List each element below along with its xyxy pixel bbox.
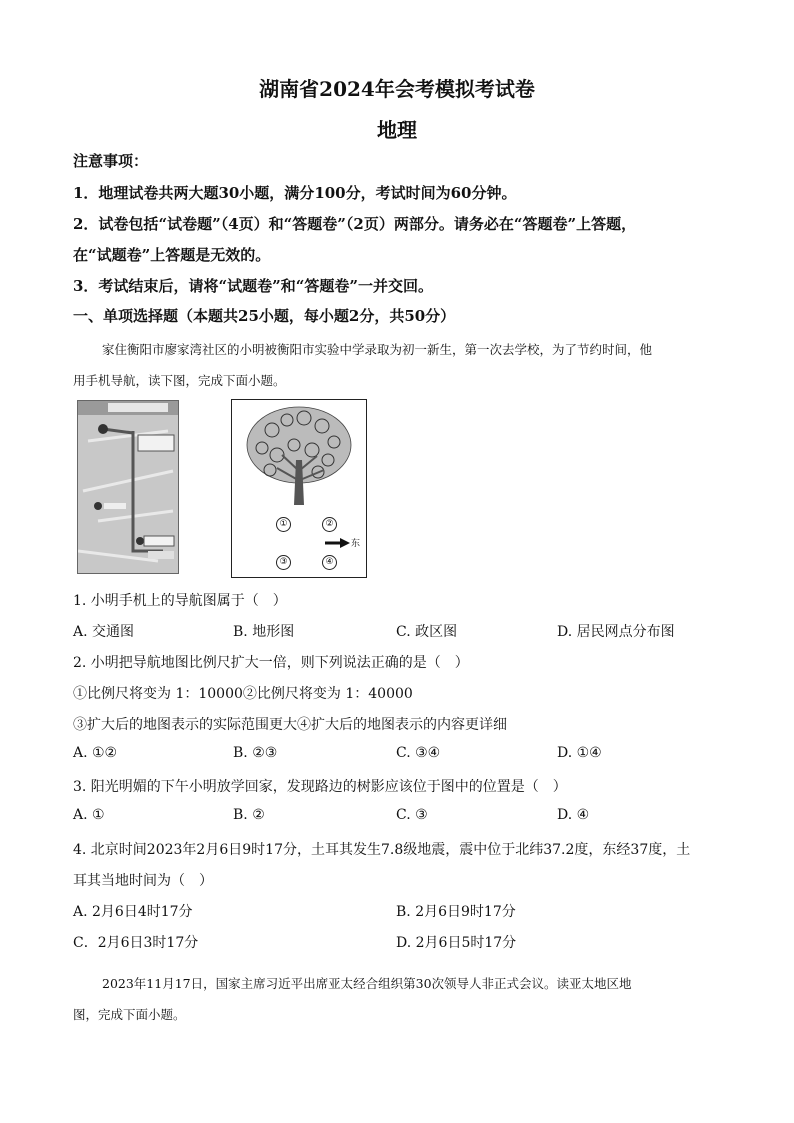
note-item-2-cont: 在“试题卷”上答题是无效的。 [73, 246, 271, 264]
q2-option-a: A. ①② [73, 745, 118, 761]
q3-stem: 3. 阳光明媚的下午小明放学回家，发现路边的树影应该位于图中的位置是（ ） [73, 779, 567, 795]
q1-stem: 1. 小明手机上的导航图属于（ ） [73, 593, 287, 609]
passage1-line1: 家住衡阳市廖家湾社区的小明被衡阳市实验中学录取为初一新生，第一次去学校，为了节约时间，他 [102, 342, 653, 357]
note-item-3: 3．考试结束后，请将“试题卷”和“答题卷”一并交回。 [73, 277, 433, 295]
q4-stem-line1: 4. 北京时间2023年2月6日9时17分，土耳其发生7.8级地震，震中位于北纬37.2度，东经37度，土 [73, 842, 691, 858]
q4-option-d: D. 2月6日5时17分 [396, 935, 517, 951]
position-2-label: ② [322, 517, 337, 532]
q3-option-b: B. ② [233, 807, 265, 823]
q4-option-c: C．2月6日3时17分 [73, 935, 199, 951]
q2-option-c: C. ③④ [396, 745, 441, 761]
q2-statements-1: ①比例尺将变为 1：10000②比例尺将变为 1：40000 [73, 686, 413, 702]
east-direction-label: 东 [351, 539, 361, 549]
q2-statements-2: ③扩大后的地图表示的实际范围更大④扩大后的地图表示的内容更详细 [73, 717, 507, 733]
paper-title: 湖南省2024年会考模拟考试卷 [259, 77, 535, 101]
position-3-label: ③ [276, 555, 291, 570]
q1-option-a: A. 交通图 [73, 624, 135, 640]
position-1-label: ① [276, 517, 291, 532]
q2-option-b: B. ②③ [233, 745, 278, 761]
section-heading: 一、单项选择题（本题共25小题，每小题2分，共50分） [73, 307, 456, 325]
q1-option-c: C. 政区图 [396, 624, 458, 640]
passage2-line1: 2023年11月17日，国家主席习近平出席亚太经合组织第30次领导人非正式会议。读亚太地区地 [102, 976, 632, 991]
note-item-1: 1．地理试卷共两大题30小题，满分100分，考试时间为60分钟。 [73, 184, 517, 202]
note-item-2: 2．试卷包括“试卷题”（4页）和“答题卷”（2页）两部分。请务必在“答题卷”上答题， [73, 215, 637, 233]
position-4-label: ④ [322, 555, 337, 570]
q3-option-c: C. ③ [396, 807, 428, 823]
q4-option-a: A. 2月6日4时17分 [73, 904, 193, 920]
q3-option-a: A. ① [73, 807, 105, 823]
navigation-map-graphic [78, 401, 178, 573]
q1-option-b: B. 地形图 [233, 624, 295, 640]
q2-stem: 2. 小明把导航地图比例尺扩大一倍，则下列说法正确的是（ ） [73, 655, 469, 671]
q4-option-b: B. 2月6日9时17分 [396, 904, 516, 920]
tree-shadow-figure [231, 399, 367, 578]
notes-heading: 注意事项： [73, 152, 149, 170]
q4-stem-line2: 耳其当地时间为（ ） [73, 873, 213, 889]
paper-subject: 地理 [377, 118, 417, 142]
navigation-map-figure [77, 400, 179, 574]
q1-option-d: D. 居民网点分布图 [557, 624, 675, 640]
tree-graphic [232, 400, 366, 577]
passage2-line2: 图，完成下面小题。 [73, 1007, 186, 1022]
q3-option-d: D. ④ [557, 807, 590, 823]
passage1-line2: 用手机导航，读下图，完成下面小题。 [73, 373, 286, 388]
q2-option-d: D. ①④ [557, 745, 602, 761]
